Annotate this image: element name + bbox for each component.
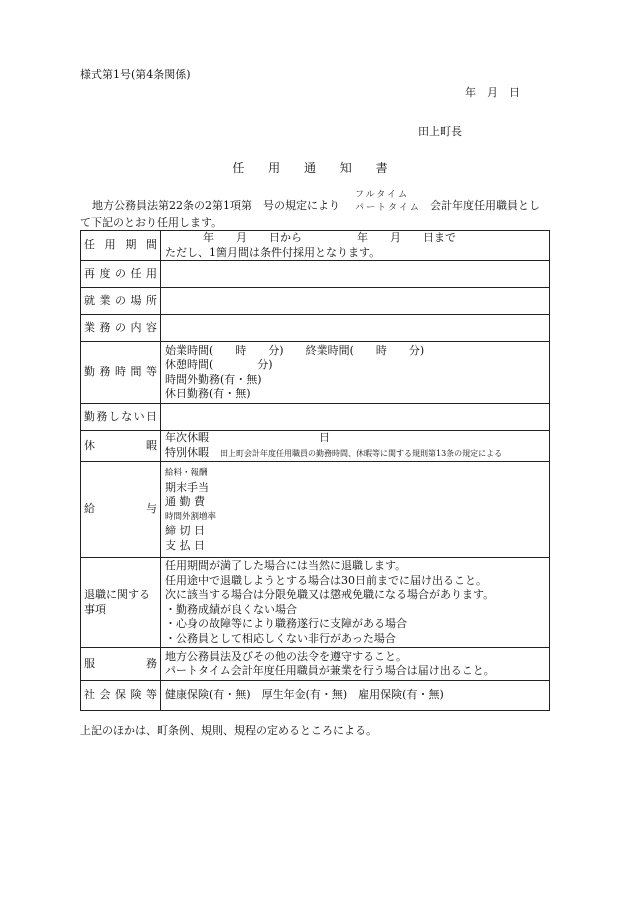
type-parttime: パートタイム [355, 203, 421, 213]
row-retirement [81, 558, 550, 648]
intro-text-1: 地方公務員法第22条の2第1項第 号の規定により [92, 199, 340, 212]
value-pay: 給料・報酬 期末手当 通 勤 費 時間外割増率 締 切 日 支 払 日 [161, 462, 550, 558]
row-term [81, 231, 550, 261]
footer-note: 上記のほかは、町条例、規則、規程の定めるところによる。 [80, 724, 377, 737]
row-non-working-days [81, 404, 550, 431]
value-reappointment [161, 261, 550, 288]
employment-type-choice [355, 189, 421, 215]
label-leave: 休 暇 [81, 431, 161, 462]
row-reappointment [81, 261, 550, 288]
value-leave: 年次休暇 日 特別休暇 田上町会計年度任用職員の勤務時間、休暇等に関する規則第13条の規定による [161, 431, 550, 462]
label-duties: 業 務 の 内 容 [81, 315, 161, 342]
value-workplace [161, 288, 550, 315]
row-workplace [81, 288, 550, 315]
value-duties [161, 315, 550, 342]
value-non-working-days [161, 404, 550, 431]
row-leave [81, 431, 550, 462]
form-number: 様式第1号(第4条関係) [80, 68, 191, 81]
label-retirement: 退職に関する 事項 [81, 558, 161, 648]
date-line: 年 月 日 [465, 86, 520, 99]
issuer-title: 田上町長 [418, 125, 462, 138]
label-hours: 勤務時間等 [81, 342, 161, 404]
value-hours: 始業時間( 時 分) 終業時間( 時 分) 休憩時間( 分) 時間外勤務(有・無) 休日勤務(有・無) [161, 342, 550, 404]
value-service: 地方公務員法及びその他の法令を遵守すること。 パートタイム会計年度任用職員が兼業を行う場合は届け出ること。 [161, 648, 550, 681]
label-pay: 給 与 [81, 462, 161, 558]
label-non-working-days: 勤務しない日 [81, 404, 161, 431]
appointment-table [80, 230, 550, 711]
label-reappointment: 再 度 の 任 用 [81, 261, 161, 288]
row-duties [81, 315, 550, 342]
row-insurance [81, 681, 550, 711]
special-leave-rule: 田上町会計年度任用職員の勤務時間、休暇等に関する規則第13条の規定による [220, 448, 503, 458]
label-term: 任 用 期 間 [81, 231, 161, 261]
label-workplace: 就 業 の 場 所 [81, 288, 161, 315]
row-pay [81, 462, 550, 558]
value-retirement: 任用期間が満了した場合には当然に退職します。 任用途中で退職しようとする場合は30日前までに届け出ること。 次に該当する場合は分限免職又は懲戒免職になる場合があります。 ・勤務成績が良くない場合 ・心身の故障等により職務遂行に支障がある場合 ・公務員として相応しくない非行があった場合 [161, 558, 550, 648]
value-insurance: 健康保険(有・無) 厚生年金(有・無) 雇用保険(有・無) [161, 681, 550, 711]
row-service [81, 648, 550, 681]
intro-text-2: 会計年度任用職員とし [430, 199, 540, 212]
intro-text-3: て下記のとおり任用します。 [80, 216, 223, 229]
label-service: 服 務 [81, 648, 161, 681]
value-term: 年 月 日から 年 月 日まで ただし、1箇月間は条件付採用となります。 [161, 231, 550, 261]
row-hours [81, 342, 550, 404]
type-fulltime: フルタイム [355, 190, 410, 200]
label-insurance: 社会保険等 [81, 681, 161, 711]
document-title: 任 用 通 知 書 [232, 161, 398, 175]
